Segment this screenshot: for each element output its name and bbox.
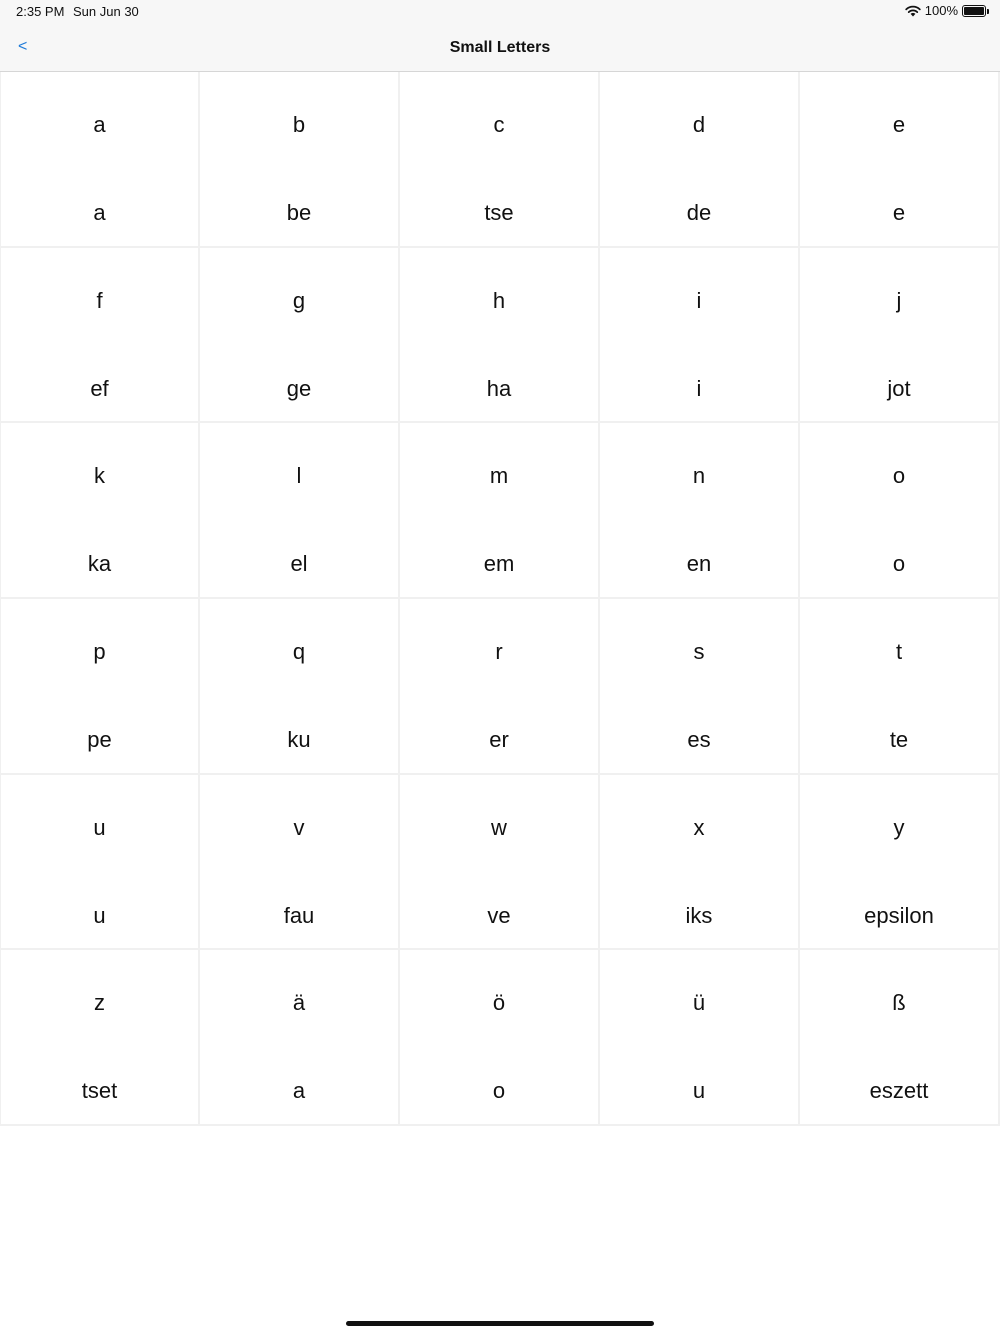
letter-glyph: ä [292,990,306,1016]
letter-cell[interactable] [800,248,1000,424]
letter-glyph: z [94,990,105,1016]
letter-cell[interactable] [200,423,400,599]
letter-glyph: c [493,112,505,137]
letter-glyph: x [693,814,705,840]
letter-name: es [687,727,711,753]
letter-glyph: s [693,639,705,665]
letter-name: tset [81,1078,118,1104]
letter-glyph: q [292,639,306,665]
letter-name: ka [87,551,112,577]
letter-glyph: i [696,287,702,313]
letter-name: er [489,727,509,753]
letter-glyph: b [292,112,306,137]
letter-glyph: ö [492,990,506,1016]
letter-name: u [93,902,106,928]
letter-cell[interactable] [800,72,1000,248]
letter-cell[interactable] [200,775,400,951]
letter-name: ve [487,902,511,928]
letter-cell[interactable] [0,950,200,1126]
letter-cell[interactable] [0,72,200,248]
letter-cell[interactable] [800,599,1000,775]
letter-glyph: j [896,287,902,313]
letter-glyph: a [93,112,106,137]
letter-name: ha [486,375,512,401]
letter-cell[interactable] [600,72,800,248]
letter-cell[interactable] [0,599,200,775]
letter-glyph: f [96,287,103,313]
letter-name: a [93,200,106,225]
letter-glyph: m [489,463,509,489]
wifi-icon [905,5,921,17]
letter-glyph: e [892,112,906,137]
letter-glyph: u [93,814,106,840]
status-time: 2:35 PM [16,4,65,19]
letter-name: tse [484,200,514,225]
letter-cell[interactable] [0,248,200,424]
letter-glyph: g [292,287,306,313]
letter-name: ge [286,375,312,401]
home-indicator[interactable] [346,1321,654,1326]
letter-cell[interactable] [800,775,1000,951]
letter-glyph: w [491,814,507,840]
letter-cell[interactable] [800,950,1000,1126]
letter-grid [0,72,1000,1126]
letter-name: eszett [869,1078,929,1104]
letter-name: u [692,1078,706,1104]
letter-glyph: v [293,814,305,840]
letter-cell[interactable] [200,599,400,775]
letter-glyph: y [893,814,905,840]
letter-cell[interactable] [200,248,400,424]
letter-name: jot [887,375,911,401]
letter-name: be [286,200,312,225]
letter-glyph: n [692,463,706,489]
letter-name: fau [283,902,315,928]
letter-name: te [889,727,909,753]
letter-glyph: d [692,112,706,137]
letter-glyph: ü [692,990,706,1016]
letter-cell[interactable] [400,423,600,599]
letter-cell[interactable] [800,423,1000,599]
letter-name: o [892,551,906,577]
letter-name: ef [90,375,109,401]
letter-name: a [292,1078,306,1104]
letter-cell[interactable] [400,72,600,248]
letter-glyph: k [94,463,105,489]
letter-name: en [686,551,712,577]
letter-glyph: ß [892,990,906,1016]
letter-cell[interactable] [400,248,600,424]
letter-name: de [686,200,712,225]
letter-name: i [696,375,702,401]
letter-name: el [290,551,308,577]
letter-name: iks [685,902,713,928]
letter-cell[interactable] [0,423,200,599]
letter-cell[interactable] [400,950,600,1126]
battery-icon [962,5,986,17]
letter-glyph: h [492,287,506,313]
status-date: Sun Jun 30 [73,4,139,19]
letter-name: e [892,200,906,225]
letter-name: em [483,551,515,577]
letter-name: pe [87,727,112,753]
letter-cell[interactable] [400,599,600,775]
letter-name: o [492,1078,506,1104]
letter-glyph: r [495,639,503,665]
letter-glyph: o [892,463,906,489]
letter-cell[interactable] [600,423,800,599]
letter-name: epsilon [864,902,934,928]
letter-cell[interactable] [200,950,400,1126]
letter-cell[interactable] [600,248,800,424]
letter-glyph: p [93,639,106,665]
letter-cell[interactable] [400,775,600,951]
letter-name: ku [287,727,311,753]
letter-cell[interactable] [0,775,200,951]
letter-glyph: l [296,463,302,489]
letter-cell[interactable] [600,599,800,775]
letter-glyph: t [895,639,903,665]
back-button[interactable]: < [18,38,28,55]
letter-cell[interactable] [600,950,800,1126]
status-indicators [905,3,986,18]
status-bar [0,0,1000,24]
page-title: Small Letters [449,39,551,56]
battery-percentage: 100% [924,3,958,18]
navigation-bar [0,24,1000,72]
letter-cell[interactable] [200,72,400,248]
letter-cell[interactable] [600,775,800,951]
